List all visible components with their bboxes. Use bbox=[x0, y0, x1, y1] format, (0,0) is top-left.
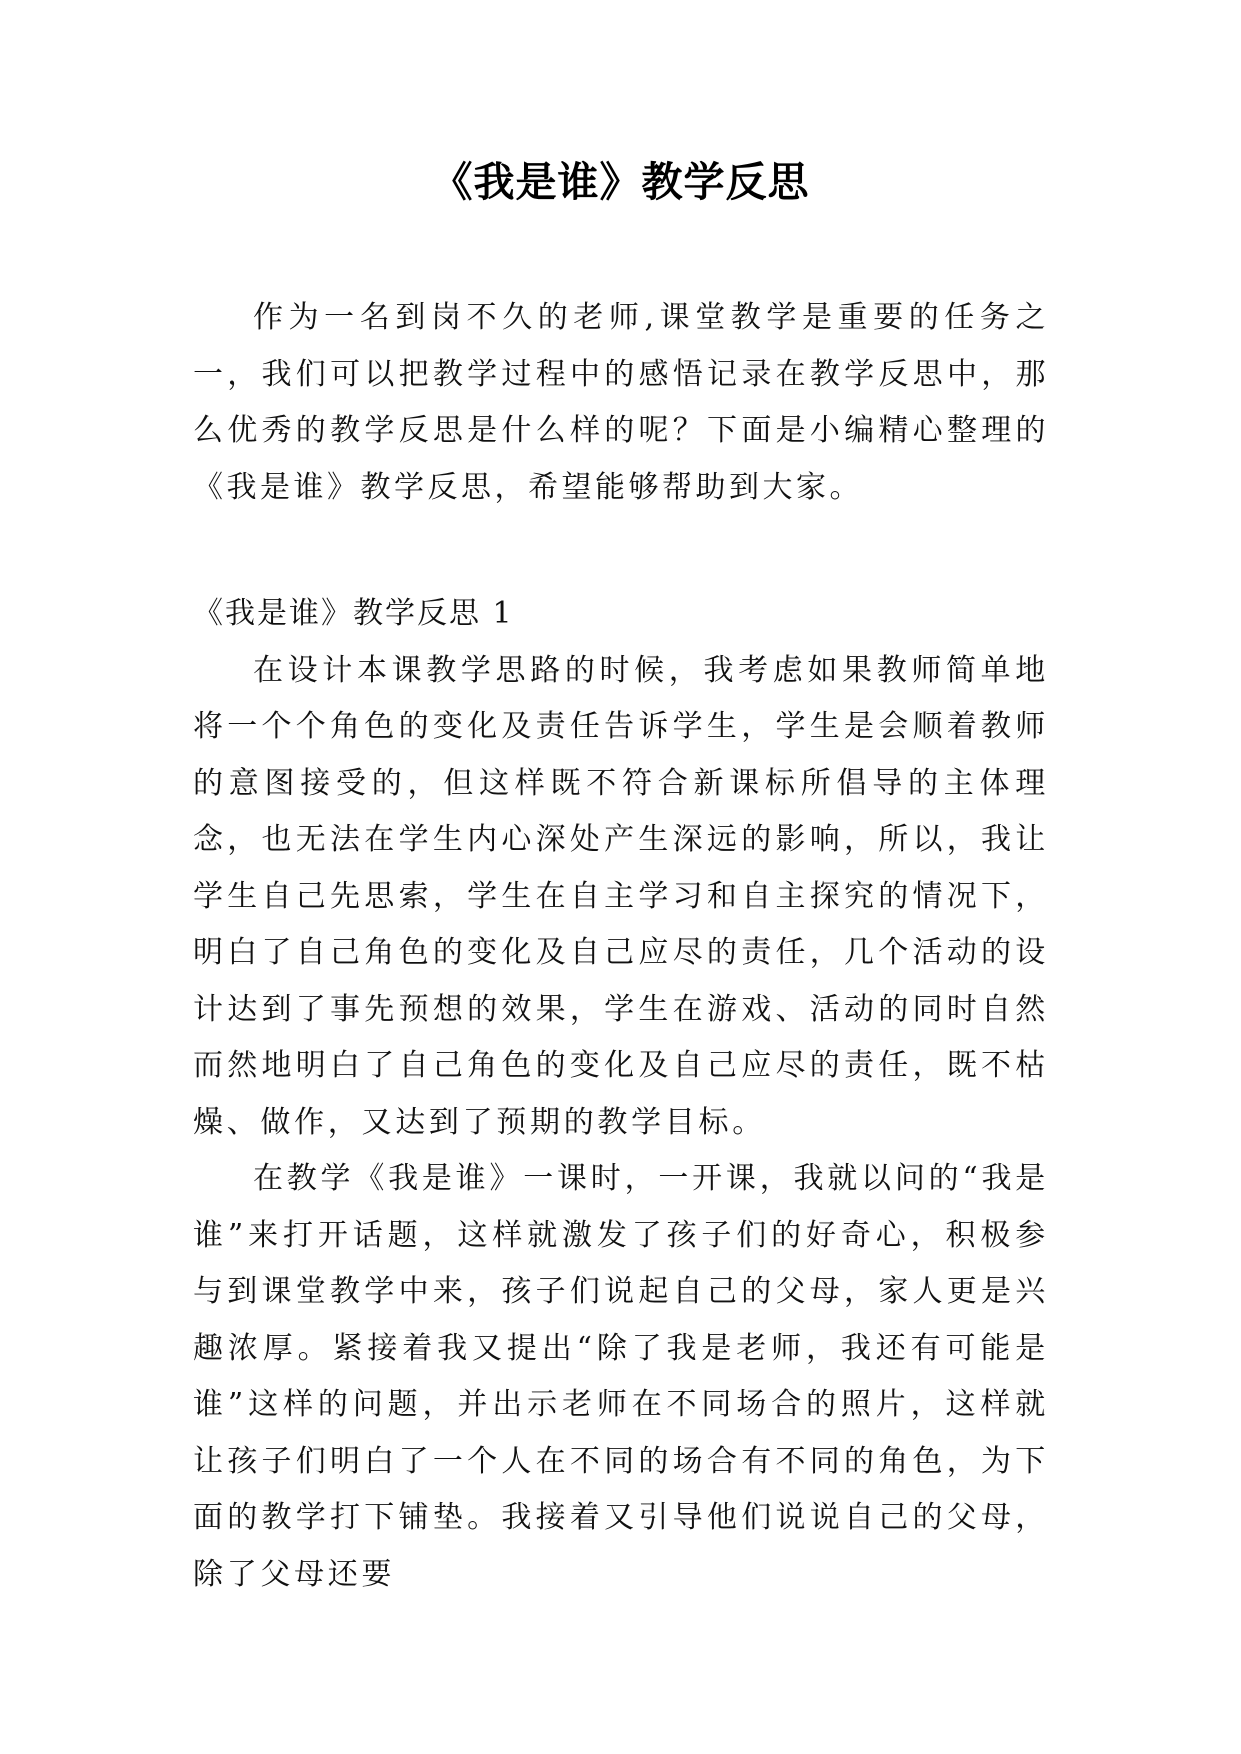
section-heading: 《我是谁》教学反思 1 bbox=[193, 596, 514, 631]
document-title: 《我是谁》教学反思 bbox=[431, 158, 810, 206]
intro-paragraph: 作为一名到岗不久的老师,课堂教学是重要的任务之一，我们可以把教学过程中的感悟记录在教学反思中，那么优秀的教学反思是什么样的呢？下面是小编精心整理的《我是谁》教学反思，希望能够帮助到大家。 bbox=[193, 300, 1049, 505]
document-body bbox=[193, 290, 1049, 1603]
body-paragraph-1: 在设计本课教学思路的时候，我考虑如果教师简单地将一个个角色的变化及责任告诉学生，学生是会顺着教师的意图接受的，但这样既不符合新课标所倡导的主体理念，也无法在学生内心深处产生深远的影响，所以，我让学生自己先思索，学生在自主学习和自主探究的情况下，明白了自己角色的变化及自己应尽的责任，几个活动的设计达到了事先预想的效果，学生在游戏、活动的同时自然而然地明白了自己角色的变化及自己应尽的责任，既不枯燥、做作，又达到了预期的教学目标。 bbox=[193, 652, 1049, 1140]
body-paragraph-2: 在教学《我是谁》一课时，一开课，我就以问的“我是谁”来打开话题，这样就激发了孩子们的好奇心，积极参与到课堂教学中来，孩子们说起自己的父母，家人更是兴趣浓厚。紧接着我又提出“除了我是老师，我还有可能是谁”这样的问题，并出示老师在不同场合的照片，这样就让孩子们明白了一个人在不同的场合有不同的角色，为下面的教学打下铺垫。我接着又引导他们说说自己的父母，除了父母还要 bbox=[193, 1161, 1049, 1592]
